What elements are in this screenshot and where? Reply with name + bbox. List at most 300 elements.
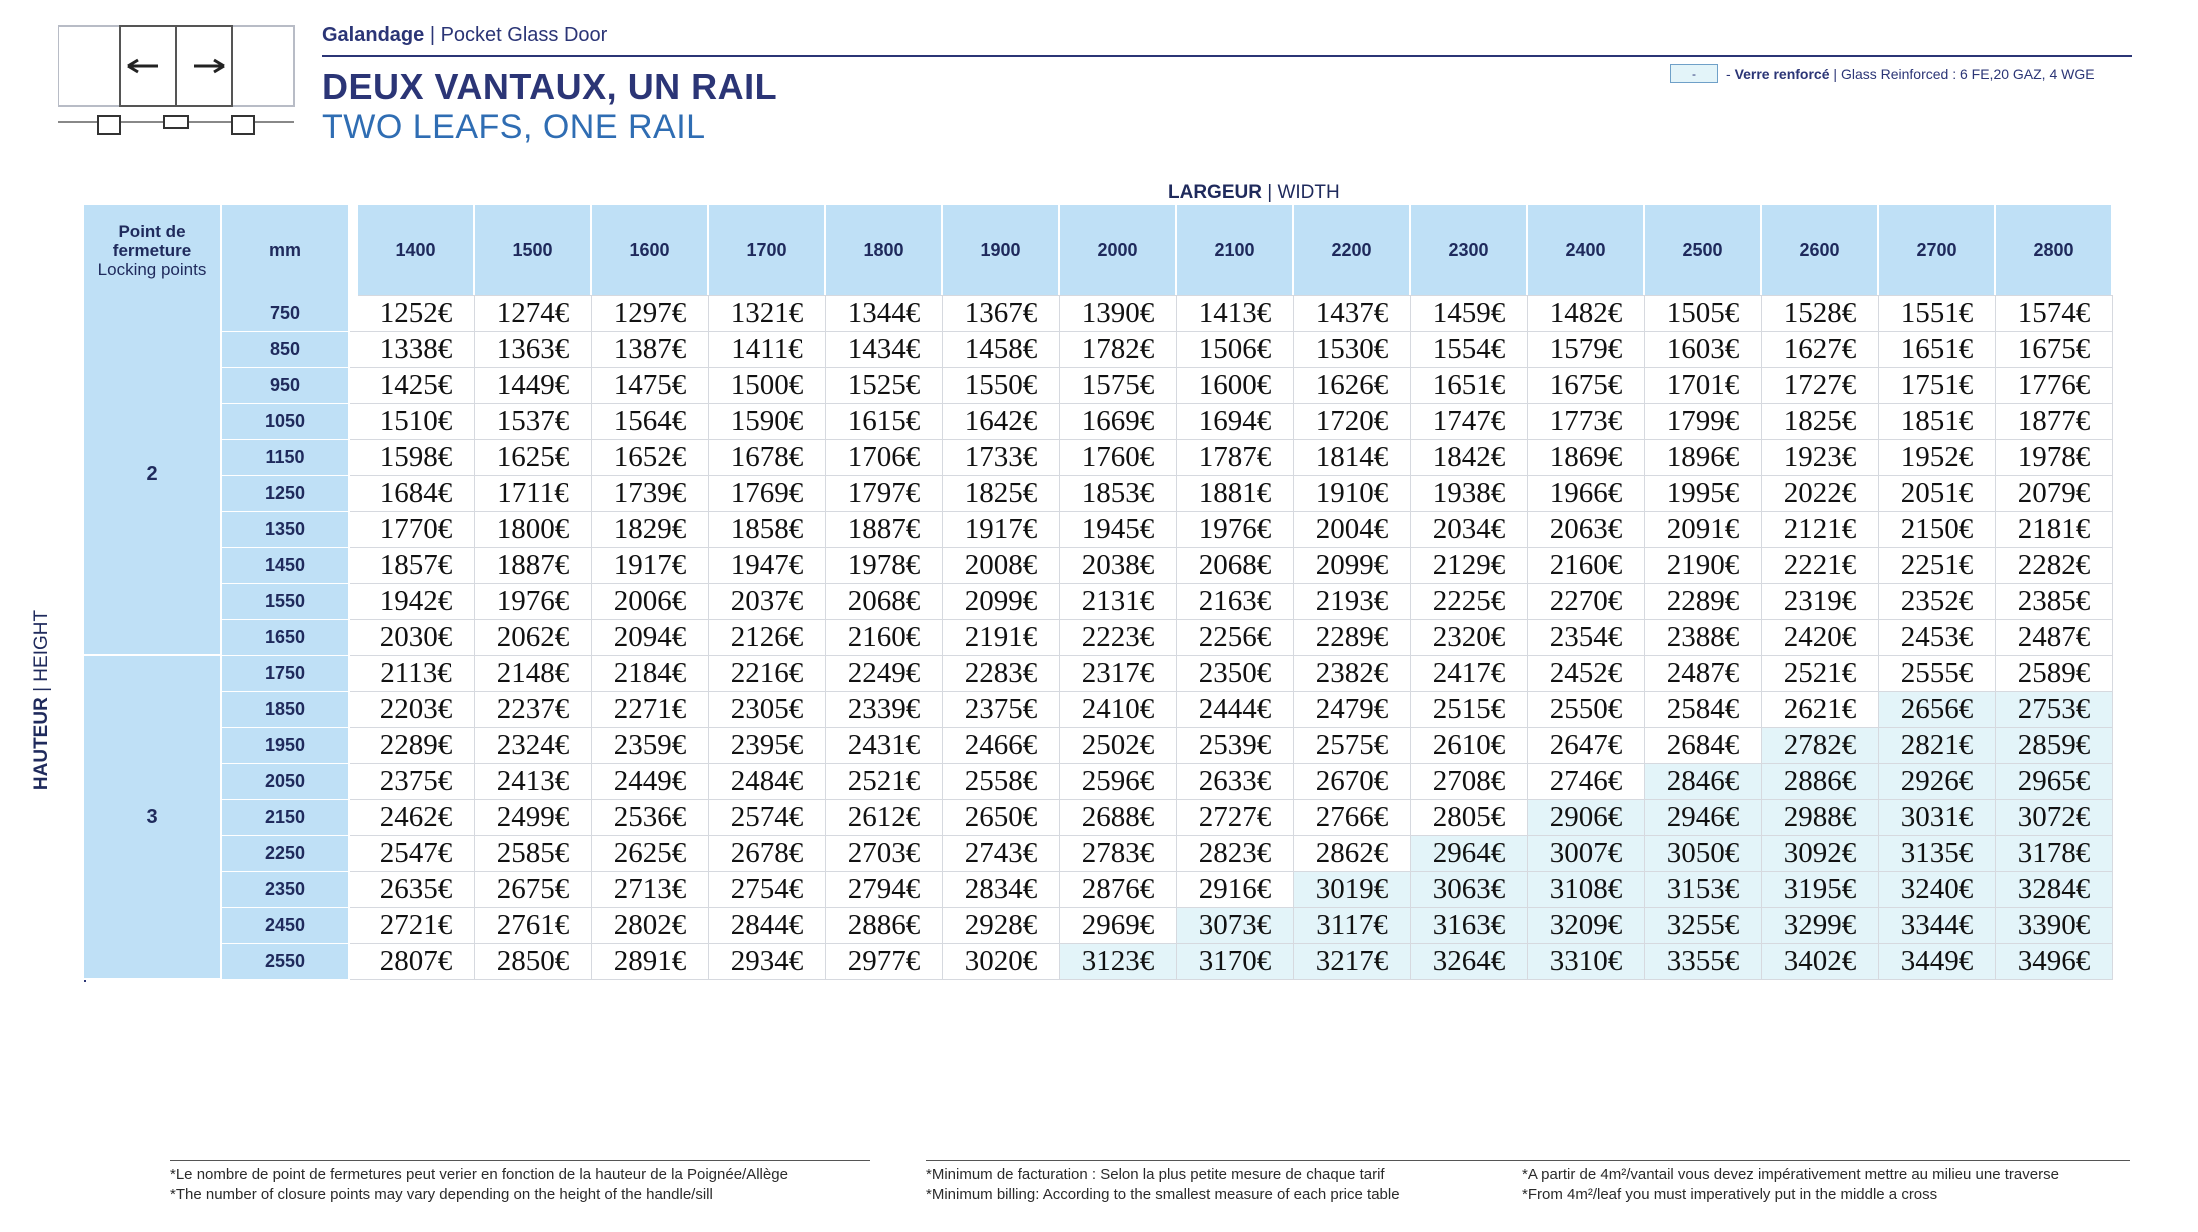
table-row <box>84 368 2113 404</box>
price-cell: 2385€ <box>1996 584 2113 620</box>
price-cell: 2006€ <box>592 584 709 620</box>
price-cell: 2678€ <box>709 836 826 872</box>
price-cell: 2289€ <box>1645 584 1762 620</box>
price-cell: 1600€ <box>1177 368 1294 404</box>
price-cell: 1651€ <box>1879 332 1996 368</box>
price-cell: 2324€ <box>475 728 592 764</box>
price-cell: 1995€ <box>1645 476 1762 512</box>
price-cell: 3209€ <box>1528 908 1645 944</box>
width-header: 1800 <box>826 205 943 295</box>
price-cell: 1706€ <box>826 440 943 476</box>
price-cell: 3217€ <box>1294 944 1411 980</box>
table-row <box>84 800 2113 836</box>
price-cell: 2850€ <box>475 944 592 980</box>
price-cell: 1923€ <box>1762 440 1879 476</box>
price-cell: 3108€ <box>1528 872 1645 908</box>
price-cell: 2091€ <box>1645 512 1762 548</box>
price-cell: 2037€ <box>709 584 826 620</box>
table-row <box>84 512 2113 548</box>
height-cell: 1850 <box>222 692 350 728</box>
price-cell: 1694€ <box>1177 404 1294 440</box>
width-header: 1400 <box>358 205 475 295</box>
price-table-wrap <box>84 205 2113 980</box>
price-cell: 2708€ <box>1411 764 1528 800</box>
price-cell: 3240€ <box>1879 872 1996 908</box>
price-cell: 2444€ <box>1177 692 1294 728</box>
width-header: 2200 <box>1294 205 1411 295</box>
price-cell: 2237€ <box>475 692 592 728</box>
table-row <box>84 764 2113 800</box>
price-cell: 2221€ <box>1762 548 1879 584</box>
price-cell: 2988€ <box>1762 800 1879 836</box>
height-cell: 1650 <box>222 620 350 656</box>
width-header: 1700 <box>709 205 826 295</box>
price-cell: 1887€ <box>826 512 943 548</box>
price-cell: 2068€ <box>1177 548 1294 584</box>
price-cell: 2063€ <box>1528 512 1645 548</box>
price-cell: 2413€ <box>475 764 592 800</box>
price-cell: 2625€ <box>592 836 709 872</box>
height-cell: 750 <box>222 295 350 332</box>
price-cell: 3073€ <box>1177 908 1294 944</box>
price-cell: 1344€ <box>826 295 943 332</box>
price-cell: 3178€ <box>1996 836 2113 872</box>
price-cell: 2589€ <box>1996 656 2113 692</box>
price-cell: 2521€ <box>826 764 943 800</box>
price-cell: 1413€ <box>1177 295 1294 332</box>
gap-cell <box>350 295 358 332</box>
height-label: HAUTEUR <box>31 697 52 791</box>
price-cell: 2876€ <box>1060 872 1177 908</box>
price-cell: 2289€ <box>1294 620 1411 656</box>
price-cell: 2216€ <box>709 656 826 692</box>
gap-cell <box>350 944 358 980</box>
price-cell: 2782€ <box>1762 728 1879 764</box>
price-cell: 3117€ <box>1294 908 1411 944</box>
gap-cell <box>350 764 358 800</box>
gap-cell <box>350 404 358 440</box>
width-header: 2700 <box>1879 205 1996 295</box>
price-cell: 2515€ <box>1411 692 1528 728</box>
price-table <box>84 205 2113 980</box>
footnote-fr: *Minimum de facturation : Selon la plus petite mesure de chaque tarif <box>926 1166 1385 1183</box>
footnote <box>1522 1160 2130 1205</box>
price-cell: 2846€ <box>1645 764 1762 800</box>
height-caption: HAUTEUR | HEIGHT <box>31 609 52 791</box>
height-cell: 2250 <box>222 836 350 872</box>
price-cell: 1363€ <box>475 332 592 368</box>
price-cell: 1869€ <box>1528 440 1645 476</box>
gap-cell <box>350 872 358 908</box>
price-cell: 1551€ <box>1879 295 1996 332</box>
price-cell: 2555€ <box>1879 656 1996 692</box>
price-cell: 2834€ <box>943 872 1060 908</box>
price-cell: 2191€ <box>943 620 1060 656</box>
price-cell: 2038€ <box>1060 548 1177 584</box>
price-cell: 1797€ <box>826 476 943 512</box>
width-caption: LARGEUR | WIDTH <box>1168 182 1340 203</box>
price-cell: 2891€ <box>592 944 709 980</box>
price-cell: 1482€ <box>1528 295 1645 332</box>
price-cell: 1642€ <box>943 404 1060 440</box>
price-cell: 1727€ <box>1762 368 1879 404</box>
height-cell: 1550 <box>222 584 350 620</box>
price-cell: 2766€ <box>1294 800 1411 836</box>
price-cell: 2753€ <box>1996 692 2113 728</box>
price-cell: 1274€ <box>475 295 592 332</box>
price-cell: 2420€ <box>1762 620 1879 656</box>
price-cell: 1800€ <box>475 512 592 548</box>
price-cell: 1976€ <box>1177 512 1294 548</box>
price-cell: 2964€ <box>1411 836 1528 872</box>
price-cell: 2621€ <box>1762 692 1879 728</box>
price-cell: 1574€ <box>1996 295 2113 332</box>
price-cell: 2977€ <box>826 944 943 980</box>
width-header: 2300 <box>1411 205 1528 295</box>
height-label-en: HEIGHT <box>31 609 52 682</box>
table-row <box>84 332 2113 368</box>
price-cell: 2148€ <box>475 656 592 692</box>
price-cell: 1945€ <box>1060 512 1177 548</box>
price-cell: 3123€ <box>1060 944 1177 980</box>
price-cell: 2113€ <box>358 656 475 692</box>
price-cell: 2688€ <box>1060 800 1177 836</box>
price-cell: 2536€ <box>592 800 709 836</box>
price-cell: 2926€ <box>1879 764 1996 800</box>
price-cell: 2382€ <box>1294 656 1411 692</box>
table-row <box>84 404 2113 440</box>
price-cell: 2094€ <box>592 620 709 656</box>
price-cell: 3170€ <box>1177 944 1294 980</box>
width-header: 1500 <box>475 205 592 295</box>
price-cell: 2539€ <box>1177 728 1294 764</box>
price-cell: 1857€ <box>358 548 475 584</box>
price-cell: 2886€ <box>1762 764 1879 800</box>
price-cell: 2746€ <box>1528 764 1645 800</box>
price-cell: 2928€ <box>943 908 1060 944</box>
gap-cell <box>350 836 358 872</box>
price-cell: 2859€ <box>1996 728 2113 764</box>
table-row <box>84 656 2113 692</box>
price-cell: 1500€ <box>709 368 826 404</box>
price-cell: 2670€ <box>1294 764 1411 800</box>
height-cell: 2450 <box>222 908 350 944</box>
price-cell: 2479€ <box>1294 692 1411 728</box>
price-cell: 3264€ <box>1411 944 1528 980</box>
gap-cell <box>350 800 358 836</box>
price-cell: 1675€ <box>1996 332 2113 368</box>
price-cell: 2352€ <box>1879 584 1996 620</box>
price-cell: 1525€ <box>826 368 943 404</box>
height-cell: 1250 <box>222 476 350 512</box>
price-cell: 2612€ <box>826 800 943 836</box>
price-cell: 1773€ <box>1528 404 1645 440</box>
price-cell: 1814€ <box>1294 440 1411 476</box>
price-cell: 2713€ <box>592 872 709 908</box>
price-cell: 1851€ <box>1879 404 1996 440</box>
price-cell: 1684€ <box>358 476 475 512</box>
price-cell: 2249€ <box>826 656 943 692</box>
price-cell: 2282€ <box>1996 548 2113 584</box>
height-cell: 950 <box>222 368 350 404</box>
price-cell: 2395€ <box>709 728 826 764</box>
price-cell: 1459€ <box>1411 295 1528 332</box>
price-cell: 1776€ <box>1996 368 2113 404</box>
footnote <box>926 1160 1626 1205</box>
price-cell: 2794€ <box>826 872 943 908</box>
table-row <box>84 836 2113 872</box>
price-cell: 1938€ <box>1411 476 1528 512</box>
price-cell: 3402€ <box>1762 944 1879 980</box>
price-cell: 2761€ <box>475 908 592 944</box>
price-cell: 1434€ <box>826 332 943 368</box>
price-cell: 1297€ <box>592 295 709 332</box>
price-cell: 2783€ <box>1060 836 1177 872</box>
price-cell: 1976€ <box>475 584 592 620</box>
door-diagram-logo <box>58 24 298 144</box>
price-cell: 2160€ <box>1528 548 1645 584</box>
price-cell: 2129€ <box>1411 548 1528 584</box>
footnote-rule <box>1522 1160 2130 1161</box>
width-header: 1600 <box>592 205 709 295</box>
price-cell: 1942€ <box>358 584 475 620</box>
price-cell: 2350€ <box>1177 656 1294 692</box>
price-cell: 1701€ <box>1645 368 1762 404</box>
price-cell: 1910€ <box>1294 476 1411 512</box>
price-cell: 2633€ <box>1177 764 1294 800</box>
price-cell: 1626€ <box>1294 368 1411 404</box>
header-point-en: Locking points <box>97 259 207 279</box>
price-cell: 3019€ <box>1294 872 1411 908</box>
price-cell: 1625€ <box>475 440 592 476</box>
gap-cell <box>350 620 358 656</box>
price-cell: 2452€ <box>1528 656 1645 692</box>
table-row <box>84 440 2113 476</box>
price-cell: 2034€ <box>1411 512 1528 548</box>
price-cell: 2099€ <box>943 584 1060 620</box>
price-cell: 2079€ <box>1996 476 2113 512</box>
price-cell: 2721€ <box>358 908 475 944</box>
height-cell: 1350 <box>222 512 350 548</box>
price-cell: 2558€ <box>943 764 1060 800</box>
price-cell: 2410€ <box>1060 692 1177 728</box>
table-row <box>84 944 2113 980</box>
header-mm: mm <box>222 205 350 295</box>
height-cell: 1450 <box>222 548 350 584</box>
price-cell: 2320€ <box>1411 620 1528 656</box>
gap-cell <box>350 584 358 620</box>
gap-cell <box>350 440 358 476</box>
price-cell: 3299€ <box>1762 908 1879 944</box>
price-cell: 2466€ <box>943 728 1060 764</box>
price-cell: 2203€ <box>358 692 475 728</box>
table-row <box>84 908 2113 944</box>
price-cell: 1917€ <box>943 512 1060 548</box>
price-cell: 1853€ <box>1060 476 1177 512</box>
height-cell: 1050 <box>222 404 350 440</box>
width-header: 2600 <box>1762 205 1879 295</box>
price-cell: 2499€ <box>475 800 592 836</box>
price-cell: 1782€ <box>1060 332 1177 368</box>
price-cell: 3020€ <box>943 944 1060 980</box>
gap-cell <box>350 368 358 404</box>
price-cell: 2484€ <box>709 764 826 800</box>
price-cell: 1711€ <box>475 476 592 512</box>
price-cell: 3449€ <box>1879 944 1996 980</box>
price-cell: 1338€ <box>358 332 475 368</box>
price-cell: 1825€ <box>943 476 1060 512</box>
price-cell: 1390€ <box>1060 295 1177 332</box>
table-row <box>84 692 2113 728</box>
footnote-en: *From 4m²/leaf you must imperatively put in the middle a cross <box>1522 1186 1938 1203</box>
table-body <box>84 295 2113 980</box>
price-cell: 2030€ <box>358 620 475 656</box>
price-cell: 2289€ <box>358 728 475 764</box>
price-cell: 3153€ <box>1645 872 1762 908</box>
price-cell: 1887€ <box>475 548 592 584</box>
price-cell: 3007€ <box>1528 836 1645 872</box>
gap-cell <box>350 908 358 944</box>
header-point-fr: Point de fermeture <box>112 221 192 260</box>
table-row <box>84 620 2113 656</box>
price-cell: 1437€ <box>1294 295 1411 332</box>
price-cell: 2585€ <box>475 836 592 872</box>
price-cell: 2703€ <box>826 836 943 872</box>
brand-name: Galandage <box>322 24 425 46</box>
price-cell: 2190€ <box>1645 548 1762 584</box>
price-cell: 1537€ <box>475 404 592 440</box>
price-cell: 1877€ <box>1996 404 2113 440</box>
price-cell: 2934€ <box>709 944 826 980</box>
gap-cell <box>350 656 358 692</box>
price-cell: 1590€ <box>709 404 826 440</box>
price-cell: 2283€ <box>943 656 1060 692</box>
price-cell: 2675€ <box>475 872 592 908</box>
price-cell: 1321€ <box>709 295 826 332</box>
price-cell: 1505€ <box>1645 295 1762 332</box>
width-header: 1900 <box>943 205 1060 295</box>
price-cell: 2271€ <box>592 692 709 728</box>
price-cell: 2969€ <box>1060 908 1177 944</box>
price-cell: 1669€ <box>1060 404 1177 440</box>
price-cell: 1458€ <box>943 332 1060 368</box>
price-cell: 2160€ <box>826 620 943 656</box>
price-cell: 1411€ <box>709 332 826 368</box>
price-cell: 1449€ <box>475 368 592 404</box>
legend-text-fr: Verre renforcé <box>1734 65 1830 82</box>
price-cell: 1787€ <box>1177 440 1294 476</box>
footnote-en: *Minimum billing: According to the smallest measure of each price table <box>926 1186 1400 1203</box>
footnote-en: *The number of closure points may vary depending on the height of the handle/sill <box>170 1186 713 1203</box>
gap-cell <box>350 692 358 728</box>
price-cell: 1978€ <box>1996 440 2113 476</box>
price-cell: 3092€ <box>1762 836 1879 872</box>
price-cell: 2684€ <box>1645 728 1762 764</box>
price-cell: 2906€ <box>1528 800 1645 836</box>
price-cell: 2305€ <box>709 692 826 728</box>
price-cell: 1858€ <box>709 512 826 548</box>
price-cell: 2844€ <box>709 908 826 944</box>
price-cell: 1747€ <box>1411 404 1528 440</box>
price-cell: 2743€ <box>943 836 1060 872</box>
price-cell: 2656€ <box>1879 692 1996 728</box>
price-cell: 2051€ <box>1879 476 1996 512</box>
price-cell: 3355€ <box>1645 944 1762 980</box>
price-cell: 3310€ <box>1528 944 1645 980</box>
price-cell: 1978€ <box>826 548 943 584</box>
price-cell: 2431€ <box>826 728 943 764</box>
height-cell: 2150 <box>222 800 350 836</box>
price-cell: 2862€ <box>1294 836 1411 872</box>
price-cell: 2610€ <box>1411 728 1528 764</box>
price-cell: 2068€ <box>826 584 943 620</box>
price-cell: 3390€ <box>1996 908 2113 944</box>
price-cell: 3050€ <box>1645 836 1762 872</box>
gap-cell <box>350 548 358 584</box>
width-label: LARGEUR <box>1168 182 1262 203</box>
price-cell: 1881€ <box>1177 476 1294 512</box>
locking-points-cell: 3 <box>84 656 222 980</box>
price-cell: 1652€ <box>592 440 709 476</box>
header-gap <box>350 205 358 295</box>
price-cell: 1799€ <box>1645 404 1762 440</box>
price-cell: 1475€ <box>592 368 709 404</box>
price-cell: 2805€ <box>1411 800 1528 836</box>
price-cell: 1627€ <box>1762 332 1879 368</box>
price-cell: 2487€ <box>1996 620 2113 656</box>
price-cell: 2099€ <box>1294 548 1411 584</box>
product-name: Pocket Glass Door <box>440 24 608 46</box>
height-cell: 1950 <box>222 728 350 764</box>
price-cell: 2916€ <box>1177 872 1294 908</box>
price-cell: 2574€ <box>709 800 826 836</box>
price-cell: 2807€ <box>358 944 475 980</box>
width-header: 2000 <box>1060 205 1177 295</box>
price-cell: 2193€ <box>1294 584 1411 620</box>
footnote-rule <box>926 1160 1626 1161</box>
price-cell: 2223€ <box>1060 620 1177 656</box>
price-cell: 2062€ <box>475 620 592 656</box>
price-cell: 3496€ <box>1996 944 2113 980</box>
legend-swatch: - <box>1670 64 1718 83</box>
price-cell: 2487€ <box>1645 656 1762 692</box>
price-cell: 1760€ <box>1060 440 1177 476</box>
price-cell: 1564€ <box>592 404 709 440</box>
price-cell: 2550€ <box>1528 692 1645 728</box>
price-cell: 1575€ <box>1060 368 1177 404</box>
price-cell: 2647€ <box>1528 728 1645 764</box>
price-cell: 2339€ <box>826 692 943 728</box>
legend: - - Verre renforcé | Glass Reinforced : 6 FE,20 GAZ, 4 WGE <box>1670 64 2095 83</box>
price-cell: 3031€ <box>1879 800 1996 836</box>
price-cell: 3135€ <box>1879 836 1996 872</box>
price-cell: 1733€ <box>943 440 1060 476</box>
price-cell: 1675€ <box>1528 368 1645 404</box>
height-cell: 850 <box>222 332 350 368</box>
price-cell: 2417€ <box>1411 656 1528 692</box>
gap-cell <box>350 476 358 512</box>
width-header: 2100 <box>1177 205 1294 295</box>
table-row <box>84 476 2113 512</box>
price-cell: 2449€ <box>592 764 709 800</box>
price-cell: 2375€ <box>358 764 475 800</box>
price-cell: 2502€ <box>1060 728 1177 764</box>
price-cell: 2965€ <box>1996 764 2113 800</box>
price-cell: 1678€ <box>709 440 826 476</box>
price-cell: 2823€ <box>1177 836 1294 872</box>
height-cell: 1150 <box>222 440 350 476</box>
footnote-fr: *Le nombre de point de fermetures peut verier en fonction de la hauteur de la Poignée/Allège <box>170 1166 788 1183</box>
